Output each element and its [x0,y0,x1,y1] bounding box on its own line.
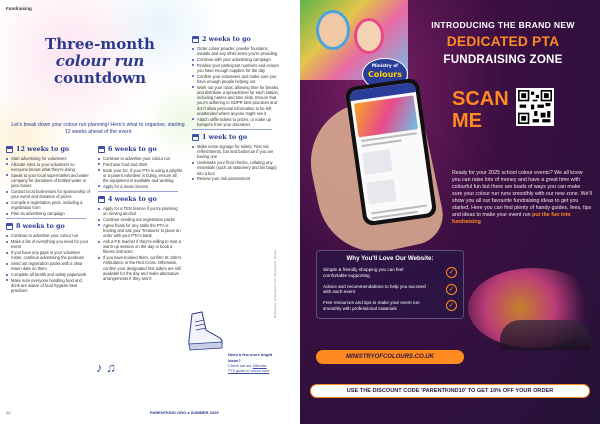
week-list [98,206,182,281]
column-1 [6,146,90,294]
list-item: Ask a P.E teacher if they're willing to host a warm-up session on the day or book a fitness instructor [98,239,182,255]
title-line: Three-month [45,35,155,53]
list-item: Make some signage for toilets, First Aid, refreshments, bar and barbecue if you are having one [192,144,280,160]
list-item: Continue to advertise your colour run [6,233,90,238]
list-item: Undertake your final checks, collating any essentials (such as stationery and bin bags) into a box [192,160,280,176]
week-list [98,156,182,189]
scan-line: SCAN [452,88,509,110]
tip-box [228,352,274,374]
discount-code-banner: USE THE DISCOUNT CODE 'PARENTKIND10' TO GET 10% OFF YOUR ORDER [310,384,590,398]
list-item: Continue with your advertising campaign [192,57,280,62]
list-item: Book your DJ. If your PTA is using a playlist or a parent volunteer is DJing, ensure all the equipment is available and working [98,168,182,184]
list-item: Make a list of everything you need for your event [6,239,90,249]
week-list [192,46,280,127]
website-link[interactable]: MINISTRYOFCOLOURS.CO.UK [316,350,464,364]
week-heading [6,223,90,230]
week-title: 12 weeks to go [16,144,70,153]
checkmark-icon: ✓ [446,300,457,311]
guide-link[interactable]: Ultimate PTA guide to colour runs [228,364,270,373]
why-text: Free resources and tips to make your event run smoothly with professional materials [323,300,420,311]
title-line: countdown [53,69,147,87]
scan-line: ME [452,110,482,132]
week-title: 2 weeks to go [202,34,251,43]
logo-small-text: Ministry of [371,64,399,69]
promo-heading [418,20,588,66]
calendar-icon [192,36,199,43]
qr-code-graphic [518,90,552,124]
list-item: Work out your rotas, allowing time for breaks, and distribute a spreadsheet for each station, including names and time slots. Ensure that you're adhering to GDPR best practices and don't allow personal information to be left unattended where anyone might see it [192,85,280,116]
image-credit: Illustrations: shutterstock.com / Illustrations: Mosaic [273,249,277,318]
screen-banner [354,95,418,137]
why-text: Simple & friendly shopping you can feel comfortable supporting [323,267,404,278]
week-title: 6 weeks to go [108,144,157,153]
logo-big-text: Colours [367,70,402,79]
list-item: Attach raffle tickets to prizes, or make up hampers from your donations [192,117,280,127]
list-item: Make sure everyone handling food and drink are aware of food hygiene best practices [6,278,90,294]
checkmark-icon: ✓ [446,267,457,278]
list-item: Plan an advertising campaign [6,211,90,216]
list-item: Start advertising for volunteers [6,156,90,161]
right-page [300,0,600,424]
list-item: Send out registration packs with a clear return date on them [6,261,90,271]
list-item: Continue to advertise your colour run [98,156,182,161]
why-item [323,284,457,296]
heading-line: INTRODUCING THE BRAND NEW [431,20,575,30]
list-item: Apply for a music licence [98,184,182,189]
list-item: Review your risk assessment [192,176,280,181]
list-item: Apply for a TEN licence if you're planning on serving alcohol [98,206,182,216]
screen-product [366,179,397,205]
week-heading [192,36,280,43]
why-item [323,300,457,312]
list-item: If you have booked them, confirm St John's Ambulance or the Red Cross. Otherwise, confirm your designated first aiders are still available for the day and make alternative arrangements if they aren't [98,255,182,281]
heading-line: FUNDRAISING ZONE [443,53,563,66]
list-item: Continue sending out registration packs [98,217,182,222]
week-heading [98,196,182,203]
week-heading [192,134,280,141]
week-heading [6,146,90,153]
calendar-icon [6,223,13,230]
screen-product [362,149,393,175]
list-item: Compile a registration pack, including a registration form [6,200,90,210]
crowd-silhouette [500,320,590,350]
calendar-icon [6,146,13,153]
child-figure [316,10,350,50]
body-text: Ready for your 2025 school colour events? We all know you can raise lots of money and have a great time with colourful fun but there are loads of ways you can make sure your colour run runs smoothly with our new zone. We'll show you all our favourite fundraising ideas to get you started. Here you can find plenty of handy guides, fees, tips and ideas to make your event run [452,170,592,218]
why-title: Why You'll Love Our Website: [346,255,434,262]
publication-footer: PARENTKIND.ORG ● SUMMER 2025 [150,410,219,415]
page-title [20,36,180,87]
phone-mockup [314,82,442,252]
promo-body [452,170,592,226]
music-note-icon: ♪ ♫ [96,360,116,375]
why-text: Advice and recommendations to help you succeed with each event [323,283,426,295]
list-item: Confirm your volunteers and make sure you have enough people helping out [192,74,280,84]
calendar-icon [98,196,105,203]
list-item: Contact local businesses for sponsorship of your event and donation of prizes [6,189,90,199]
checkmark-icon: ✓ [446,284,457,295]
list-item: Finalise your participant numbers and ensure you have enough supplies for the day [192,63,280,73]
week-list [6,233,90,293]
tip-text: Check out our [228,364,252,368]
phone-screen [349,82,433,222]
list-item: Speak to your local supermarket and water company for donations of bottled water or juice boxes [6,173,90,189]
why-item [323,267,457,279]
tip-heading: Need a few more bright ideas? [228,352,273,363]
list-item: Order colour powder, powder fountains, medals and any other items you're providing [192,46,280,56]
heading-line: DEDICATED PTA [446,34,560,49]
week-heading [98,146,182,153]
column-2 [98,146,182,282]
trainer-illustration [186,308,226,354]
child-figure [354,18,384,54]
week-title: 4 weeks to go [108,194,157,203]
body-highlight: put the fun into fundraising [452,212,571,225]
scan-me-label [452,88,509,132]
calendar-icon [192,134,199,141]
qr-code[interactable] [516,88,554,126]
week-list [6,156,90,216]
list-item: Allocate roles to your volunteers so everyone knows what they're doing [6,162,90,172]
divider [98,191,178,192]
list-item: If you have any gaps in your volunteer roster, continue advertising the positions [6,250,90,260]
list-item: Purchase food and drink [98,162,182,167]
divider [6,218,86,219]
list-item: Complete all health and safety paperwork [6,272,90,277]
list-item: Agree floats for any stalls the PTA is hosting and ask your Treasurer to place an order with your PTA's bank [98,223,182,239]
why-box [316,250,464,319]
week-title: 1 week to go [202,132,248,141]
section-label: Fundraising [6,6,32,11]
divider [192,129,272,130]
intro-text: Let's break down your colour run planning! Here's what to organise, starting 12 weeks ahead of the event [11,122,185,135]
week-title: 8 weeks to go [16,222,65,231]
title-line: colour run [55,52,145,70]
calendar-icon [98,146,105,153]
week-list [192,144,280,182]
column-3 [192,36,280,182]
page-number: 40 [6,410,11,415]
